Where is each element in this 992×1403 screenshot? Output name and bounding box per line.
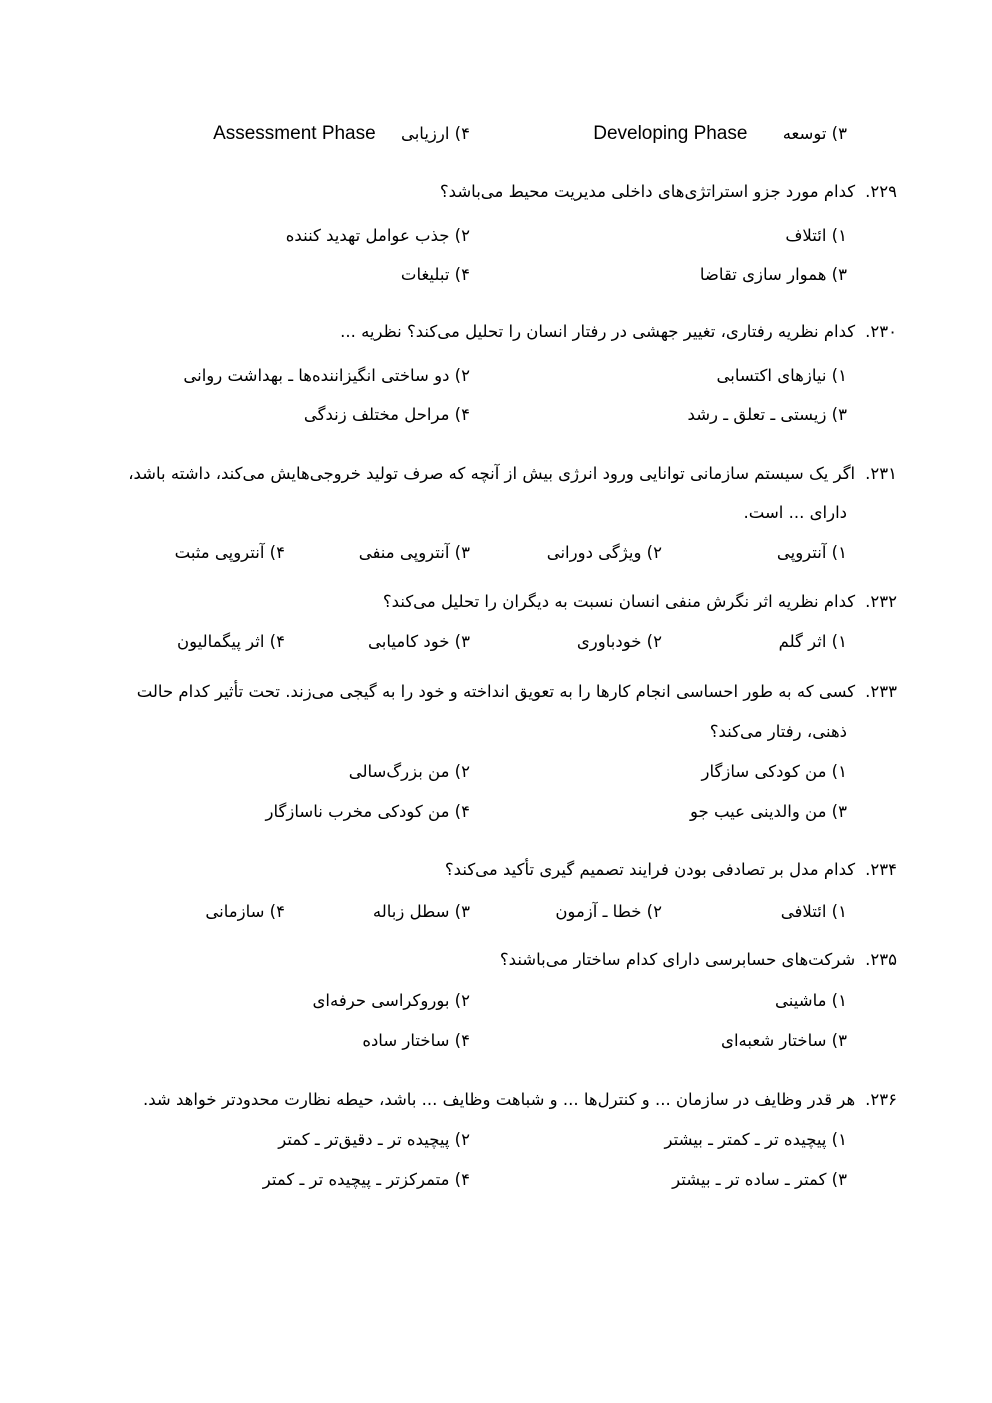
question-231 (128, 462, 897, 486)
q230-option-4: ۴) مراحل مختلف زندگی (303, 405, 470, 424)
question-text: کدام مورد جزو استراتژی‌های داخلی مدیریت محیط می‌باشد؟ (439, 182, 856, 201)
q236-option-2: ۲) پیچیده تر ـ دقیق‌تر ـ کمتر (278, 1130, 470, 1149)
question-236 (143, 1088, 897, 1112)
q232-option-1: ۱) اثر گلم (778, 632, 847, 651)
question-number: ۲۳۵. (865, 950, 897, 969)
q230-option-1: ۱) نیازهای اکتسابی (716, 366, 847, 385)
q236-option-1: ۱) پیچیده تر ـ کمتر ـ بیشتر (664, 1130, 847, 1149)
question-number: ۲۳۰. (865, 322, 897, 341)
prev-option-4-english: Assessment Phase (213, 123, 376, 144)
q234-option-3: ۳) سطل زباله (372, 902, 470, 921)
q230-option-3: ۳) زیستی ـ تعلق ـ رشد (687, 405, 847, 424)
question-229 (440, 180, 897, 204)
q233-option-1: ۱) من کودکی سازگار (701, 762, 847, 781)
question-235 (500, 948, 897, 972)
q229-option-1: ۱) ائتلاف (785, 226, 847, 245)
question-text-line-1: اگر یک سیستم سازمانی توانایی ورود انرژی بیش از آنچه که صرف تولید خروجی‌هایش می‌کند، داشته باشد، (128, 464, 856, 483)
question-230 (340, 320, 897, 344)
q234-option-1: ۱) ائتلافی (780, 902, 847, 921)
q236-option-3: ۳) کمتر ـ ساده تر ـ بیشتر (672, 1170, 847, 1189)
question-number: ۲۳۱. (865, 464, 897, 483)
q235-option-2: ۲) بوروکراسی حرفه‌ای (312, 991, 470, 1010)
q235-option-4: ۴) ساختار ساده (362, 1031, 470, 1050)
question-text-line-1: کسی که به طور احساسی انجام کارها را به تعویق انداخته و خود را به گیجی می‌زند. تحت تأثیر کدام حالت (136, 682, 856, 701)
question-text: شرکت‌های حسابرسی دارای کدام ساختار می‌باشند؟ (499, 950, 856, 969)
prev-option-4 (213, 122, 470, 146)
question-231-line-2: دارای ... است. (743, 503, 847, 522)
question-number: ۲۲۹. (865, 182, 897, 201)
question-233-line-2: ذهنی، رفتار می‌کند؟ (709, 722, 847, 741)
q233-option-2: ۲) من بزرگ‌سالی (348, 762, 470, 781)
q231-option-1: ۱) آنتروپی (776, 543, 847, 562)
q235-option-3: ۳) ساختار شعبه‌ای (721, 1031, 847, 1050)
question-text: هر قدر وظایف در سازمان ... و کنترل‌ها ... و شباهت وظایف ... باشد، حیطه نظارت محدودتر خواهد شد. (142, 1090, 856, 1109)
q232-option-2: ۲) خودباوری (576, 632, 662, 651)
question-234 (445, 858, 897, 882)
prev-option-3 (593, 122, 847, 146)
question-number: ۲۳۴. (865, 860, 897, 879)
question-number: ۲۳۳. (865, 682, 897, 701)
q235-option-1: ۱) ماشینی (775, 991, 847, 1010)
question-number: ۲۳۶. (865, 1090, 897, 1109)
prev-option-3-label: ۳) توسعه (782, 124, 847, 143)
q234-option-2: ۲) خطا ـ آزمون (555, 902, 662, 921)
prev-option-3-english: Developing Phase (593, 123, 748, 144)
question-text: کدام نظریه اثر نگرش منفی انسان نسبت به دیگران را تحلیل می‌کند؟ (382, 592, 856, 611)
question-number: ۲۳۲. (865, 592, 897, 611)
question-232 (383, 590, 897, 614)
q229-option-2: ۲) جذب عوامل تهدید کننده (285, 226, 470, 245)
question-text: کدام مدل بر تصادفی بودن فرایند تصمیم گیری تأکید می‌کند؟ (444, 860, 856, 879)
q230-option-2: ۲) دو ساختی انگیزاننده‌ها ـ بهداشت روانی (183, 366, 470, 385)
prev-option-4-label: ۴) ارزیابی (400, 124, 470, 143)
q232-option-4: ۴) اثر پیگمالیون (177, 632, 285, 651)
q233-option-4: ۴) من کودکی مخرب ناسازگار (265, 802, 470, 821)
question-233 (137, 680, 897, 704)
q233-option-3: ۳) من والدینی عیب جو (689, 802, 847, 821)
q231-option-3: ۳) آنتروپی منفی (358, 543, 470, 562)
q231-option-2: ۲) ویژگی دورانی (546, 543, 662, 562)
q229-option-3: ۳) هموار سازی تقاضا (699, 265, 847, 284)
q231-option-4: ۴) آنتروپی مثبت (174, 543, 285, 562)
q236-option-4: ۴) متمرکزتر ـ پیچیده تر ـ کمتر (262, 1170, 470, 1189)
question-text: کدام نظریه رفتاری، تغییر جهشی در رفتار انسان را تحلیل می‌کند؟ نظریه ... (340, 322, 856, 341)
q232-option-3: ۳) خود کامیابی (368, 632, 470, 651)
q229-option-4: ۴) تبلیغات (400, 265, 470, 284)
q234-option-4: ۴) سازمانی (205, 902, 285, 921)
